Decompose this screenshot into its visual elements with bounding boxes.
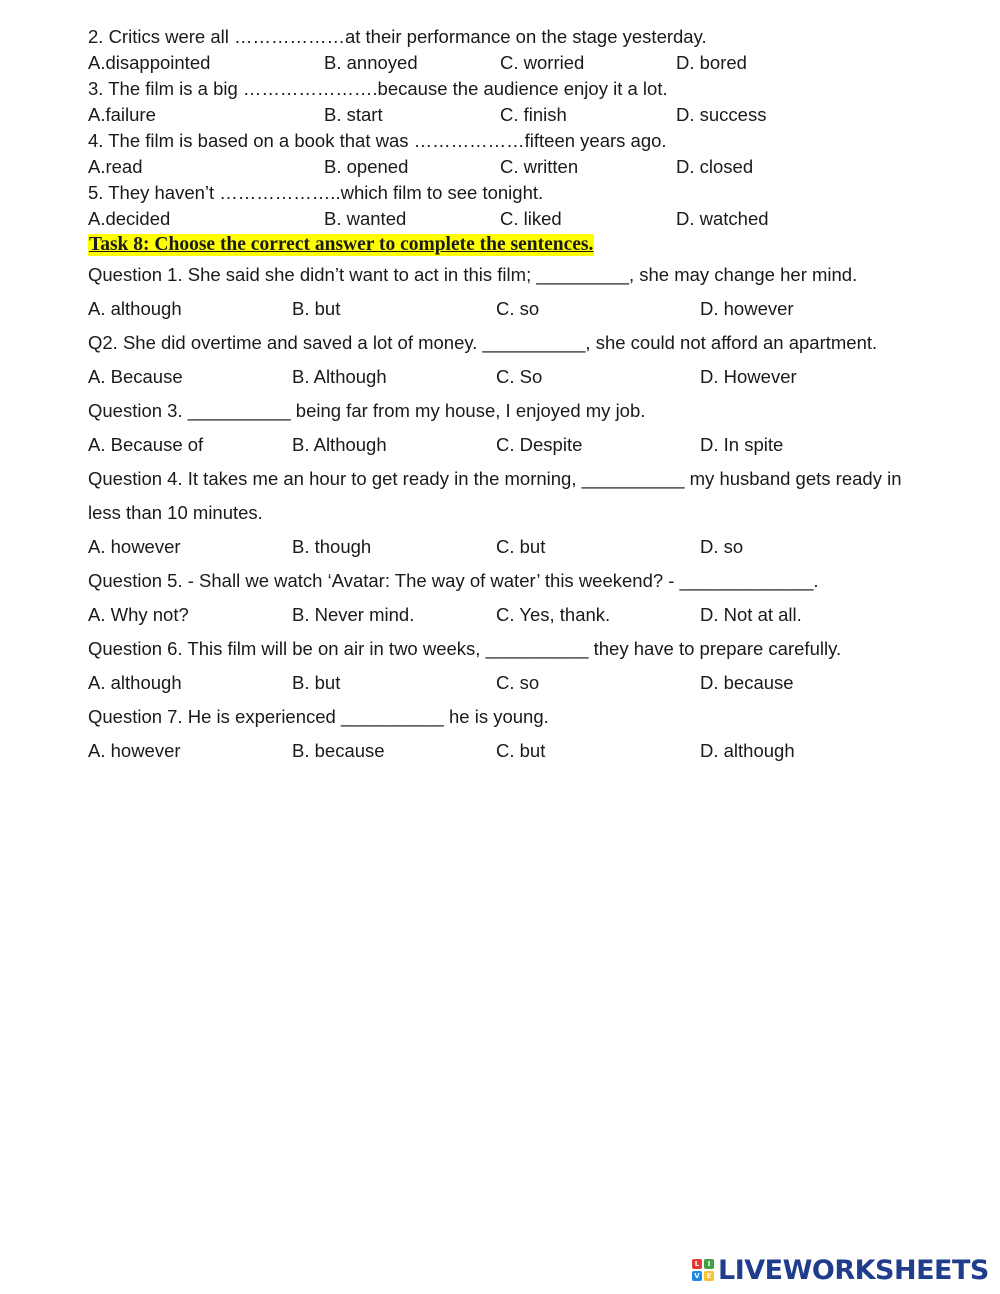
logo-mark-v: V — [692, 1271, 702, 1281]
answer-options — [88, 50, 958, 76]
option-a[interactable]: A. Because — [88, 366, 183, 387]
task8-title: Task 8: Choose the correct answer to complete the sentences. — [89, 234, 594, 255]
task8-question-6 — [88, 632, 958, 700]
option-c[interactable]: C. written — [500, 156, 579, 177]
task8-question-4 — [88, 462, 958, 564]
question-text: Question 3. __________ being far from my house, I enjoyed my job. — [88, 400, 646, 421]
logo-mark-e: E — [704, 1271, 714, 1281]
option-a[interactable]: A. Why not? — [88, 604, 189, 625]
logo-text: LIVEWORKSHEETS — [718, 1254, 989, 1286]
option-a[interactable]: A. however — [88, 536, 181, 557]
answer-options — [88, 598, 958, 632]
answer-options — [88, 360, 958, 394]
option-b[interactable]: B. Although — [292, 434, 387, 455]
option-d[interactable]: D. closed — [676, 156, 754, 177]
option-b[interactable]: B. Although — [292, 366, 387, 387]
question-text: Question 7. He is experienced __________ he is young. — [88, 706, 549, 727]
question-text: 4. The film is based on a book that was ………………fifteen years ago. — [88, 130, 667, 151]
option-a[interactable]: A.disappointed — [88, 52, 211, 73]
option-d[interactable]: D. In spite — [700, 434, 784, 455]
worksheet-content — [88, 24, 958, 768]
task7-item-5 — [88, 180, 958, 232]
answer-options — [88, 734, 958, 768]
option-b[interactable]: B. though — [292, 536, 372, 557]
question-text: Question 6. This film will be on air in two weeks, __________ they have to prepare carefully. — [88, 638, 842, 659]
question-text: 5. They haven’t ………………..which film to see tonight. — [88, 182, 544, 203]
option-a[interactable]: A.read — [88, 156, 143, 177]
task8-question-7 — [88, 700, 958, 768]
option-c[interactable]: C. so — [496, 672, 540, 693]
option-d[interactable]: D. because — [700, 672, 794, 693]
answer-options — [88, 530, 958, 564]
answer-options — [88, 154, 958, 180]
option-d[interactable]: D. success — [676, 104, 767, 125]
option-a[interactable]: A. although — [88, 298, 182, 319]
task8-question-2 — [88, 326, 958, 394]
option-c[interactable]: C. Despite — [496, 434, 583, 455]
task8-question-5 — [88, 564, 958, 632]
task8-question-1 — [88, 258, 958, 326]
logo-mark-i: I — [704, 1259, 714, 1269]
question-text: 3. The film is a big ………………….because the audience enjoy it a lot. — [88, 78, 668, 99]
task7-item-3 — [88, 76, 958, 128]
task7-item-4 — [88, 128, 958, 180]
task8-section — [88, 232, 958, 768]
option-c[interactable]: C. So — [496, 366, 543, 387]
answer-options — [88, 102, 958, 128]
option-c[interactable]: C. so — [496, 298, 540, 319]
task7-item-2 — [88, 24, 958, 76]
option-a[interactable]: A. although — [88, 672, 182, 693]
option-a[interactable]: A. Because of — [88, 434, 204, 455]
option-b[interactable]: B. because — [292, 740, 385, 761]
question-text: Question 1. She said she didn’t want to act in this film; _________, she may change her mind. — [88, 264, 858, 285]
option-b[interactable]: B. opened — [324, 156, 409, 177]
option-b[interactable]: B. but — [292, 298, 341, 319]
option-a[interactable]: A.decided — [88, 208, 171, 229]
question-text: Q2. She did overtime and saved a lot of money. __________, she could not afford an apartment. — [88, 332, 878, 353]
answer-options — [88, 292, 958, 326]
task8-question-3 — [88, 394, 958, 462]
option-c[interactable]: C. finish — [500, 104, 567, 125]
option-c[interactable]: C. Yes, thank. — [496, 604, 611, 625]
option-d[interactable]: D. Not at all. — [700, 604, 802, 625]
option-c[interactable]: C. but — [496, 740, 546, 761]
liveworksheets-logo — [692, 1255, 989, 1285]
logo-mark-icon — [692, 1259, 714, 1281]
option-c[interactable]: C. worried — [500, 52, 585, 73]
option-d[interactable]: D. so — [700, 536, 744, 557]
option-b[interactable]: B. start — [324, 104, 383, 125]
task7-section — [88, 24, 958, 232]
option-d[interactable]: D. However — [700, 366, 797, 387]
option-d[interactable]: D. bored — [676, 52, 747, 73]
option-b[interactable]: B. but — [292, 672, 341, 693]
question-text-continued: less than 10 minutes. — [88, 502, 263, 523]
option-a[interactable]: A.failure — [88, 104, 156, 125]
answer-options — [88, 206, 958, 232]
answer-options — [88, 666, 958, 700]
question-text: Question 5. - Shall we watch ‘Avatar: The way of water’ this weekend? - _____________. — [88, 570, 819, 591]
question-text: Question 4. It takes me an hour to get ready in the morning, __________ my husband gets ready in — [88, 468, 902, 489]
option-c[interactable]: C. but — [496, 536, 546, 557]
option-d[interactable]: D. however — [700, 298, 794, 319]
option-b[interactable]: B. annoyed — [324, 52, 418, 73]
answer-options — [88, 428, 958, 462]
option-b[interactable]: B. wanted — [324, 208, 407, 229]
option-a[interactable]: A. however — [88, 740, 181, 761]
logo-mark-l: L — [692, 1259, 702, 1269]
option-d[interactable]: D. watched — [676, 208, 769, 229]
option-d[interactable]: D. although — [700, 740, 795, 761]
option-c[interactable]: C. liked — [500, 208, 562, 229]
option-b[interactable]: B. Never mind. — [292, 604, 415, 625]
question-text: 2. Critics were all ………………at their performance on the stage yesterday. — [88, 26, 707, 47]
